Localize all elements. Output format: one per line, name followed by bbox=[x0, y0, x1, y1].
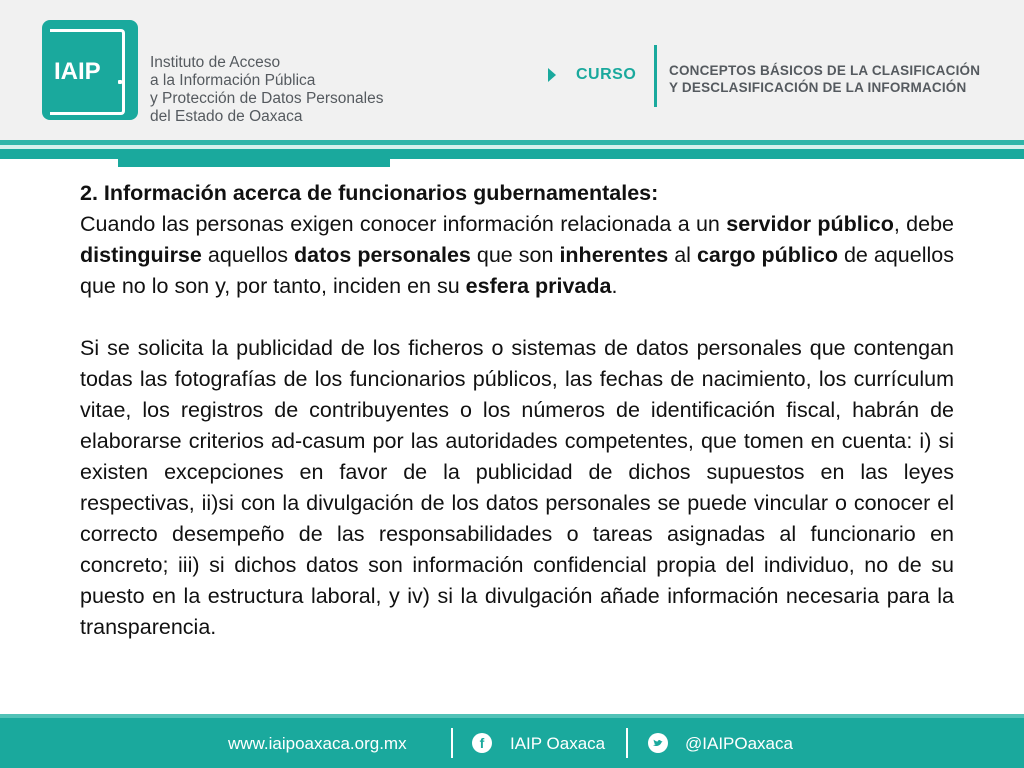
paragraph-2: Si se solicita la publicidad de los ficheros o sistemas de datos personales que contengan todas las fotografías de los funcionarios públicos, las fechas de nacimiento, los currículum vitae, los registros de contribuyentes o los números de identificación fiscal, habrán de elaborarse criterios ad-casum por las autoridades competentes, que tomen en cuenta: i) si existen excepciones en favor de la publicidad de dichos supuestos en las leyes respectivas, ii)si con la divulgación de los datos personales se puede vincular o conocer el correcto desempeño de las responsabilidades o tareas asignadas al funcionario en concreto; iii) si dichos datos son información confidencial propia del individuo, no de su puesto en la estructura laboral, y iv) si la divulgación añade información necesaria para la transparencia. bbox=[80, 336, 954, 639]
chevron-right-icon bbox=[548, 68, 556, 82]
text-run: al bbox=[668, 243, 697, 267]
text-run: de aquellos que no lo son y, por tanto, inciden en su bbox=[80, 243, 954, 298]
paragraph-gap bbox=[80, 302, 954, 333]
institution-line: y Protección de Datos Personales bbox=[150, 90, 384, 107]
course-title-line: Y DESCLASIFICACIÓN DE LA INFORMACIÓN bbox=[669, 80, 967, 95]
footer-highlight bbox=[0, 714, 1024, 718]
twitter-link[interactable]: @IAIPOaxaca bbox=[685, 734, 793, 753]
text-run: . bbox=[611, 274, 618, 298]
institution-line: del Estado de Oaxaca bbox=[150, 108, 303, 125]
course-title bbox=[669, 62, 980, 96]
logo-text: IAIP bbox=[54, 58, 101, 85]
paragraph-1 bbox=[80, 209, 954, 302]
text-run: , debe bbox=[893, 212, 954, 236]
section-heading: 2. Información acerca de funcionarios gubernamentales: bbox=[80, 181, 659, 205]
text-run: que son bbox=[470, 243, 560, 267]
bold-term: cargo público bbox=[696, 243, 838, 267]
bold-term: distinguirse bbox=[80, 243, 202, 267]
text-run: aquellos bbox=[201, 243, 294, 267]
header-divider bbox=[654, 45, 657, 107]
text-run: Cuando las personas exigen conocer información relacionada a un bbox=[80, 212, 727, 236]
header-band bbox=[0, 149, 1024, 159]
course-title-line: CONCEPTOS BÁSICOS DE LA CLASIFICACIÓN bbox=[669, 63, 981, 78]
header-accent-tab bbox=[118, 159, 390, 167]
institution-line: Instituto de Acceso bbox=[150, 54, 281, 71]
iaip-logo bbox=[42, 20, 138, 120]
twitter-bird-glyph bbox=[648, 733, 668, 753]
bold-term: inherentes bbox=[559, 243, 669, 267]
facebook-link[interactable]: IAIP Oaxaca bbox=[510, 734, 606, 753]
footer-separator bbox=[626, 728, 628, 758]
bold-term: esfera privada bbox=[465, 274, 612, 298]
footer-separator bbox=[451, 728, 453, 758]
facebook-icon[interactable]: f bbox=[472, 733, 492, 753]
twitter-icon[interactable] bbox=[648, 733, 668, 753]
bold-term: servidor público bbox=[726, 212, 894, 236]
bold-term: datos personales bbox=[293, 243, 471, 267]
logo-dot bbox=[118, 80, 122, 84]
slide-body bbox=[80, 178, 954, 643]
institution-line: a la Información Pública bbox=[150, 72, 316, 89]
curso-label: CURSO bbox=[576, 66, 637, 83]
header bbox=[0, 0, 1024, 140]
website-link[interactable]: www.iaipoaxaca.org.mx bbox=[228, 734, 407, 753]
institution-name bbox=[150, 54, 383, 126]
